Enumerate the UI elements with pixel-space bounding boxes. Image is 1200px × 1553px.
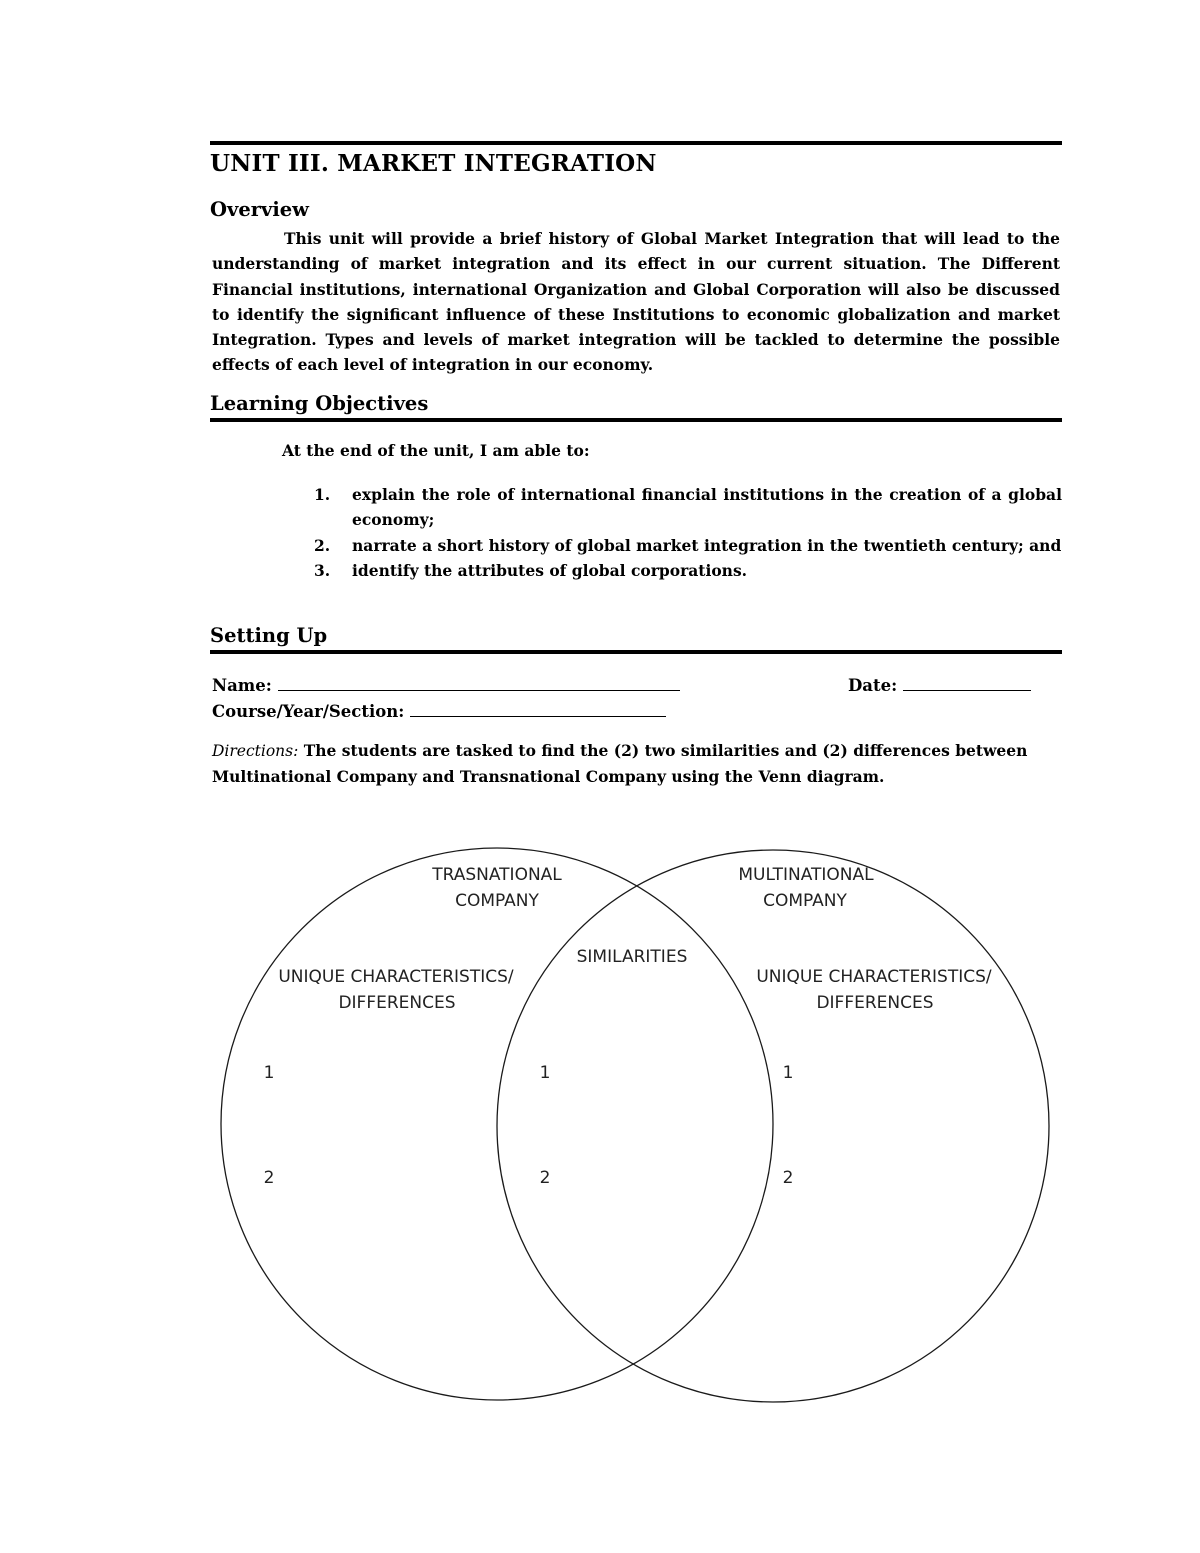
left-title-line1: TRASNATIONAL xyxy=(432,865,562,885)
right-subtitle-line2: DIFFERENCES xyxy=(816,993,934,1013)
course-label: Course/Year/Section: xyxy=(212,702,405,721)
list-number: 3. xyxy=(314,560,331,580)
list-text: identify the attributes of global corporations. xyxy=(352,560,748,580)
left-subtitle-line1: UNIQUE CHARACTERISTICS/ xyxy=(278,967,514,987)
middle-item-1: 1 xyxy=(539,1063,551,1083)
right-title-line1: MULTINATIONAL xyxy=(738,865,874,885)
left-item-2: 2 xyxy=(263,1168,275,1188)
overview-paragraph: This unit will provide a brief history of Global Market Integration that will lead to the understanding of market integration and its effect in our current situation. The Different Financial institutions, international Organization and Global Corporation will also be discussed to identify the significant influence of these Institutions to economic globalization and market Integration. Types and levels of market integration will be tackled to determine the possible effects of each level of integration in our economy. xyxy=(212,229,1060,375)
left-subtitle-line2: DIFFERENCES xyxy=(338,993,456,1013)
right-title-line2: COMPANY xyxy=(763,891,847,911)
unit-title: UNIT III. MARKET INTEGRATION xyxy=(210,150,657,177)
directions-label: Directions: xyxy=(212,742,299,760)
directions-text: The students are tasked to find the (2) two similarities and (2) differences between Multinational Company and Transnational Company using the Venn diagram. xyxy=(212,741,1028,786)
date-label: Date: xyxy=(848,676,898,695)
setting-up-heading: Setting Up xyxy=(210,624,328,647)
right-item-2: 2 xyxy=(782,1168,794,1188)
overview-heading: Overview xyxy=(210,198,309,221)
objectives-heading: Learning Objectives xyxy=(210,392,429,415)
left-title-line2: COMPANY xyxy=(455,891,539,911)
list-text: explain the role of international financial institutions in the creation of a global economy; xyxy=(352,485,1062,530)
middle-item-2: 2 xyxy=(539,1168,551,1188)
right-item-1: 1 xyxy=(782,1063,794,1083)
similarities-title: SIMILARITIES xyxy=(576,947,688,967)
left-item-1: 1 xyxy=(263,1063,275,1083)
objectives-intro: At the end of the unit, I am able to: xyxy=(282,441,590,460)
right-subtitle-line1: UNIQUE CHARACTERISTICS/ xyxy=(756,967,992,987)
name-label: Name: xyxy=(212,676,272,695)
list-number: 2. xyxy=(314,535,331,555)
list-number: 1. xyxy=(314,485,331,504)
list-text: narrate a short history of global market integration in the twentieth century; and xyxy=(352,535,1062,555)
